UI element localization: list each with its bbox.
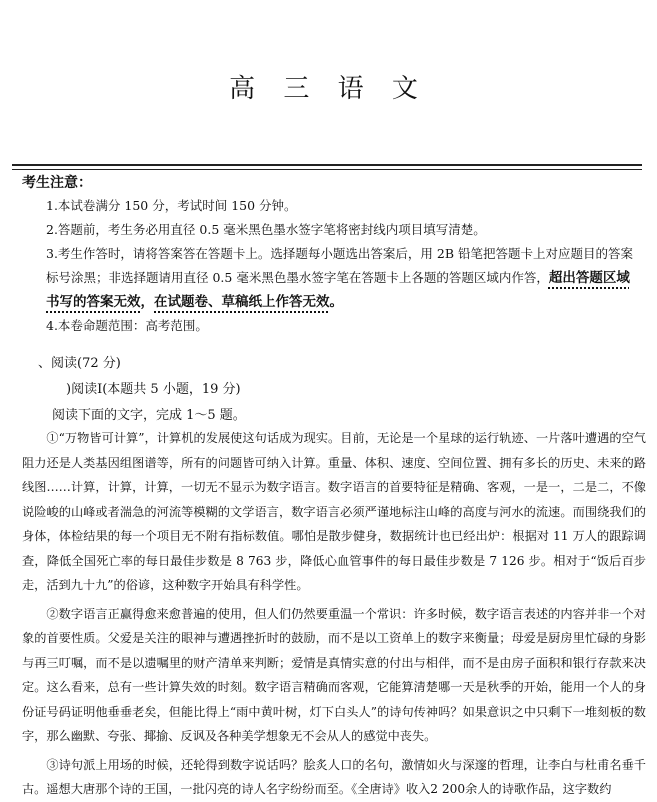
passage-paragraph-1: ①“万物皆可计算”，计算机的发展使这句话成为现实。目前，无论是一个星球的运行轨迹、一片落叶遭遇的空气阻力还是人类基因组图谱等，所有的问题皆可纳入计算。重量、体积、速度、空间位置、拥有多长的历史、未来的路线图……计算，计算，计算，一切无不显示为数字语言。数字语言的首要特征是精确、客观，一是一，二是二，不像说险峻的山峰或者湍急的河流等模糊的文学语言，数字语言必须严谨地标注山峰的高度与河水的流速。而围绕我们的身体，体检结果的每一个项目无不附有指标数值。哪怕是散步健身，数据统计也已经出炉：根据对 11 万人的跟踪调查，降低全国死亡率的每日最佳步数是 8 763 步，降低心血管事件的每日最佳步数是 7 126 步。相对于“饭后百步走，活到九十九”的俗谚，这种数字开始具有科学性。 — [22, 431, 646, 592]
passage-paragraph-3: ③诗句派上用场的时候，还轮得到数字说话吗？脍炙人口的名句，激情如火与深邃的哲理，让李白与杜甫名垂千古。遥想大唐那个诗的王国，一批闪亮的诗人名字纷纷而至。《全唐诗》收入2 200余人的诗歌作品，这字数约 — [22, 757, 646, 796]
notice-item-2: 2.答题前，考生务必用直径 0.5 毫米黑色墨水签字笔将密封线内项目填写清楚。 — [46, 222, 486, 237]
reading-passage — [22, 426, 646, 802]
section-heading: 、阅读(72 分) — [38, 356, 121, 371]
header-rule-thick — [12, 164, 642, 166]
reading-instruction: 阅读下面的文字，完成 1～5 题。 — [52, 408, 246, 423]
notice-item-4: 4.本卷命题范围：高考范围。 — [46, 318, 208, 333]
passage-paragraph-2: ②数字语言正赢得愈来愈普遍的使用，但人们仍然要重温一个常识：许多时候，数字语言表述的内容并非一个对象的首要性质。父爱是关注的眼神与遭遇挫折时的鼓励，而不是以工资单上的数字来衡量；母爱是厨房里忙碌的身影与再三叮嘱，而不是以遗嘱里的财产清单来判断；爱情是真情实意的付出与相伴，而不是由房子面积和银行存款来决定。这么看来，总有一些计算失效的时刻。数字语言精确而客观，它能算清楚哪一天是秋季的开始，能用一个人的身份证号码证明他垂垂老矣，但能比得上“雨中黄叶树，灯下白头人”的诗句传神吗？如果意识之中只剩下一堆刻板的数字，那么幽默、夸张、揶揄、反讽及各种美学想象无不会从人的感觉中丧失。 — [22, 606, 646, 743]
notice-emphasis-1: 超出答题区域书写的答案无效 — [46, 270, 630, 310]
document-title: 高 三 语 文 — [229, 74, 428, 104]
notice-emphasis-2: 在试题卷、草稿纸上作答无效 — [154, 294, 330, 310]
header-rule-thin — [12, 169, 642, 170]
notice-item-1: 1.本试卷满分 150 分，考试时间 150 分钟。 — [46, 198, 297, 213]
notice-emphasis-end: 。 — [329, 294, 343, 310]
subsection-heading: )阅读Ⅰ(本题共 5 小题，19 分) — [66, 382, 241, 397]
notice-item-3-text: 3.考生作答时，请将答案答在答题卡上。选择题每小题选出答案后，用 2B 铅笔把答题卡上对应题目的答案标号涂黑；非选择题请用直径 0.5 毫米黑色墨水签字笔在答题卡上各题的答题区域内作答， — [46, 246, 634, 285]
notice-heading: 考生注意： — [22, 175, 92, 191]
notice-emphasis-separator: ， — [140, 294, 154, 310]
notice-list — [46, 194, 642, 338]
notice-item-3 — [46, 242, 642, 314]
